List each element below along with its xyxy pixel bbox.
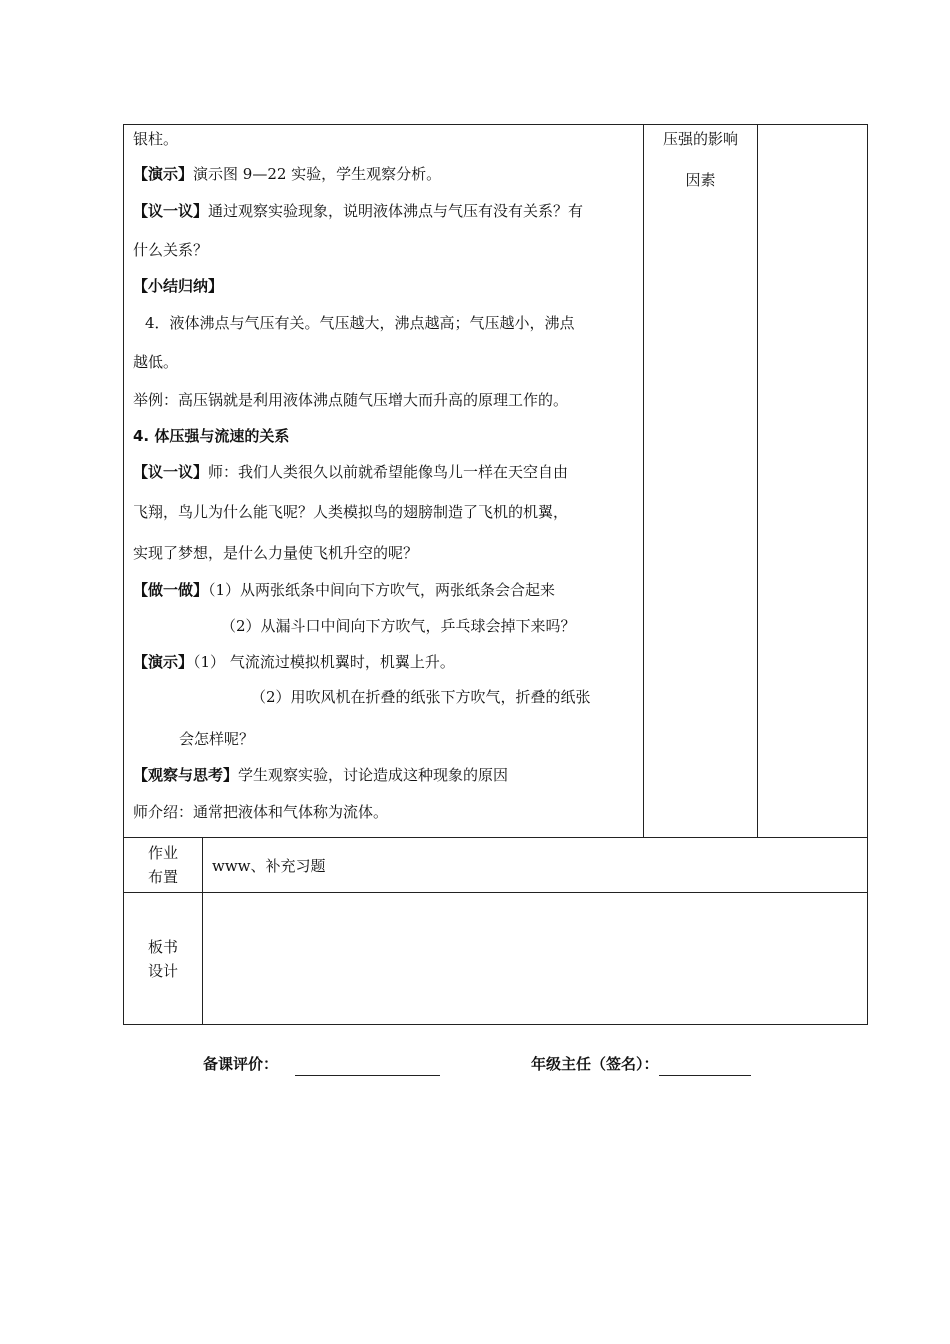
section-tag: 【观察与思考】 xyxy=(133,766,239,784)
text-line xyxy=(133,652,455,672)
homework-label xyxy=(124,841,202,889)
text-line xyxy=(133,201,583,221)
text-line: 会怎样呢？ xyxy=(179,730,255,748)
text-line: 师介绍：通常把液体和气体称为流体。 xyxy=(133,803,389,821)
section-tag: 【小结归纳】 xyxy=(133,277,224,295)
label-column-divider xyxy=(202,837,203,1024)
label-line: 作业 xyxy=(147,844,178,862)
director-signature-field xyxy=(531,1052,751,1076)
label-line: 板书 xyxy=(147,938,178,956)
text-line: （2）用吹风机在折叠的纸张下方吹气，折叠的纸张 xyxy=(251,688,591,706)
label-line: 设计 xyxy=(147,962,178,980)
text-line: 飞翔，鸟儿为什么能飞呢？人类模拟鸟的翅膀制造了飞机的机翼， xyxy=(133,503,569,521)
text-line xyxy=(133,580,555,600)
text-line: 4．液体沸点与气压有关。气压越大，沸点越高；气压越小，沸点 xyxy=(145,314,575,332)
section-tag: 【做一做】 xyxy=(133,581,209,599)
homework-content: www、补充习题 xyxy=(212,857,326,875)
label-line: 布置 xyxy=(147,868,178,886)
board-label xyxy=(124,935,202,983)
section-heading: 4. 体压强与流速的关系 xyxy=(133,427,290,445)
text-segment: 师：我们人类很久以前就希望能像鸟儿一样在天空自由 xyxy=(208,463,569,481)
row-divider-board xyxy=(124,892,867,893)
evaluation-field xyxy=(203,1052,440,1076)
text-segment: 演示图 9—22 实验，学生观察分析。 xyxy=(193,165,442,183)
side-note-line: 压强的影响 xyxy=(662,130,738,148)
column-divider-2 xyxy=(757,125,758,837)
text-line: 银柱。 xyxy=(133,130,179,148)
text-segment: 通过观察实验现象，说明液体沸点与气压有没有关系？有 xyxy=(208,202,584,220)
section-tag: 【议一议】 xyxy=(133,463,209,481)
text-line xyxy=(133,462,568,482)
side-note-line: 因素 xyxy=(685,171,716,189)
text-segment: 学生观察实验，讨论造成这种现象的原因 xyxy=(238,766,509,784)
text-line xyxy=(133,164,441,184)
lesson-table xyxy=(123,124,868,1025)
text-line: 什么关系？ xyxy=(133,241,209,259)
section-tag: 【演示】 xyxy=(133,165,194,183)
text-line xyxy=(133,765,508,785)
text-segment: （1） 气流流过模拟机翼时，机翼上升。 xyxy=(193,653,455,671)
section-tag: 【演示】 xyxy=(133,653,194,671)
evaluation-blank[interactable] xyxy=(295,1057,440,1076)
text-line: 实现了梦想，是什么力量使飞机升空的呢？ xyxy=(133,544,419,562)
evaluation-label: 备课评价： xyxy=(203,1055,279,1073)
text-segment: （1）从两张纸条中间向下方吹气，两张纸条会合起来 xyxy=(208,581,556,599)
director-label: 年级主任（签名）： xyxy=(531,1055,659,1073)
director-signature-blank[interactable] xyxy=(659,1057,751,1076)
row-divider-homework xyxy=(124,837,867,838)
text-line: （2）从漏斗口中间向下方吹气，乒乓球会掉下来吗？ xyxy=(221,617,576,635)
text-line: 越低。 xyxy=(133,353,179,371)
column-divider-1 xyxy=(643,125,644,837)
text-line: 举例：高压锅就是利用液体沸点随气压增大而升高的原理工作的。 xyxy=(133,391,569,409)
section-tag: 【议一议】 xyxy=(133,202,209,220)
